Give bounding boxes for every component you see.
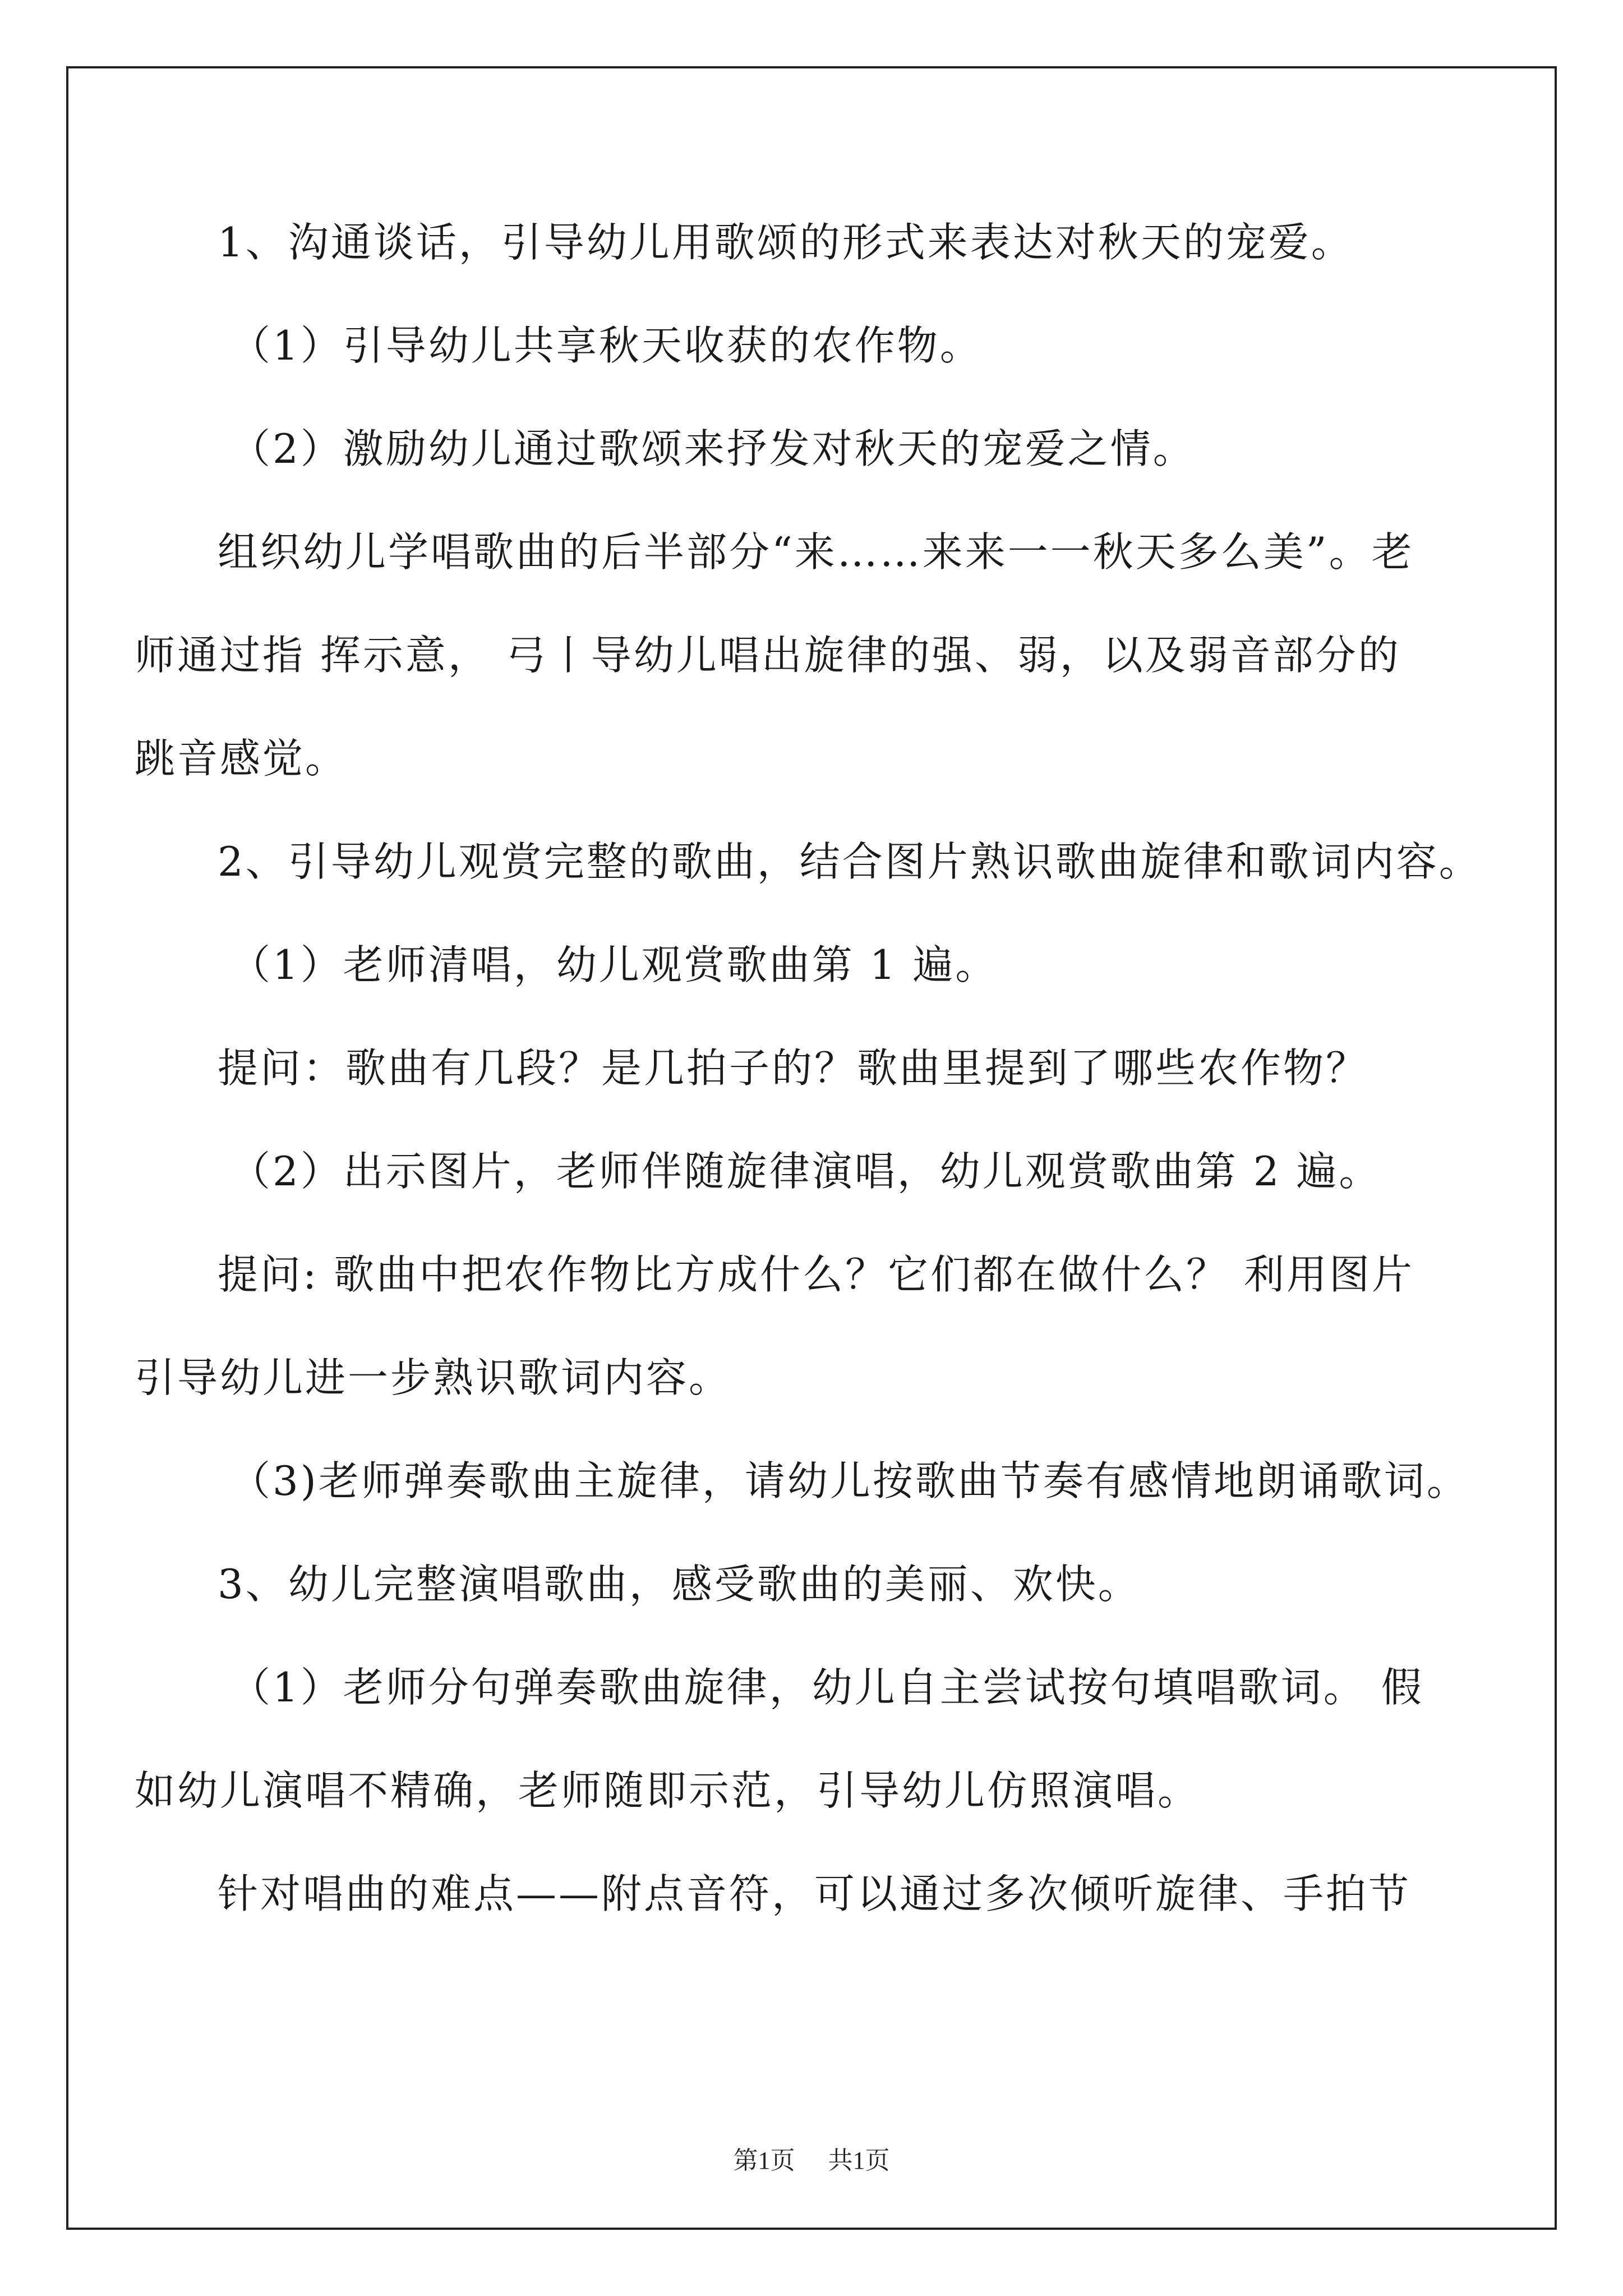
text-line: （3)老师弹奏歌曲主旋律，请幼儿按歌曲节奏有感情地朗诵歌词。 — [230, 1457, 1469, 1504]
page-number: 第1页 — [733, 2147, 795, 2174]
text-line: （1）老师清唱，幼儿观赏歌曲第 1 遍。 — [230, 941, 998, 988]
text-line: 提问: 歌曲中把农作物比方成什么？它们都在做什么？ 利用图片 — [218, 1251, 1415, 1298]
text-line: 3、幼儿完整演唱歌曲，感受歌曲的美丽、欢快。 — [218, 1561, 1141, 1608]
text-line: （1）老师分句弹奏歌曲旋律，幼儿自主尝试按句填唱歌词。 假 — [230, 1664, 1424, 1711]
text-line: 组织幼儿学唱歌曲的后半部分“来……来来一一秋天多么美”。老 — [218, 528, 1414, 576]
text-line: 如幼儿演唱不精确，老师随即示范，引导幼儿仿照演唱。 — [135, 1767, 1201, 1814]
document-body — [135, 191, 1482, 1945]
text-line: （2）出示图片，老师伴随旋律演唱，幼儿观赏歌曲第 2 遍。 — [230, 1148, 1382, 1195]
text-line: （1）引导幼儿共享秋天收获的农作物。 — [230, 322, 983, 369]
text-line: 师通过指 挥示意， 弓丨导幼儿唱出旋律的强、弱，以及弱音部分的 — [135, 632, 1401, 679]
page-total: 共1页 — [828, 2147, 890, 2174]
text-line: 1、沟通谈话，引导幼儿用歌颂的形式来表达对秋天的宠爱。 — [218, 219, 1354, 266]
text-line: 跳音感觉。 — [135, 735, 348, 782]
text-line: 引导幼儿进一步熟识歌词内容。 — [135, 1354, 732, 1401]
text-line: （2）激励幼儿通过歌颂来抒发对秋天的宠爱之情。 — [230, 425, 1196, 472]
text-line: 2、引导幼儿观赏完整的歌曲，结合图片熟识歌曲旋律和歌词内容。 — [218, 838, 1482, 885]
text-line: 针对唱曲的难点——附点音符，可以通过多次倾听旋律、手拍节 — [218, 1870, 1412, 1917]
text-line: 提问：歌曲有几段？是几拍子的？歌曲里提到了哪些农作物？ — [218, 1045, 1369, 1092]
page-footer — [0, 2144, 1623, 2178]
